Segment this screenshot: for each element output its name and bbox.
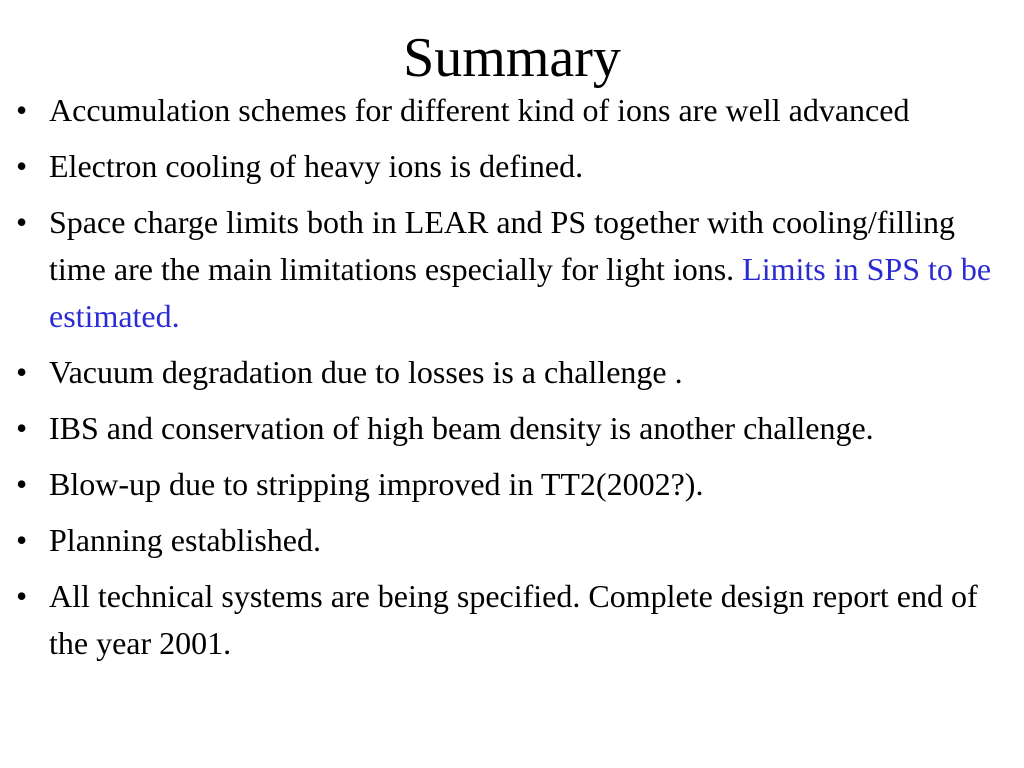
bullet-text: Planning established. [49,522,321,558]
bullet-item [16,87,1006,134]
bullet-item [16,573,1006,667]
bullet-dot-icon: • [16,148,28,184]
bullet-text: Space charge limits both in LEAR and PS together with cooling/filling time are the main limitations especially for light ions. [49,204,955,287]
slide-title: Summary [403,27,621,89]
bullet-dot-icon: • [16,578,28,614]
bullet-text: Electron cooling of heavy ions is defined. [49,148,584,184]
bullet-dot-icon: • [16,354,28,390]
bullet-dot-icon: • [16,204,28,240]
bullet-dot-icon: • [16,522,28,558]
bullet-text: All technical systems are being specified. Complete design report end of the year 2001. [49,578,978,661]
bullet-item [16,461,1006,508]
bullet-dot-icon: • [16,466,28,502]
bullet-dot-icon: • [16,410,28,446]
bullet-text: Accumulation schemes for different kind of ions are well advanced [49,92,910,128]
bullet-text: IBS and conservation of high beam density is another challenge. [49,410,874,446]
bullet-list [16,87,1006,676]
bullet-text: Vacuum degradation due to losses is a challenge . [49,354,683,390]
bullet-item [16,517,1006,564]
bullet-item [16,143,1006,190]
bullet-item [16,405,1006,452]
bullet-text: Blow-up due to stripping improved in TT2(2002?). [49,466,704,502]
bullet-dot-icon: • [16,92,28,128]
bullet-item [16,199,1006,340]
bullet-highlight-text: Limits in SPS to be estimated. [49,251,992,334]
bullet-item [16,349,1006,396]
